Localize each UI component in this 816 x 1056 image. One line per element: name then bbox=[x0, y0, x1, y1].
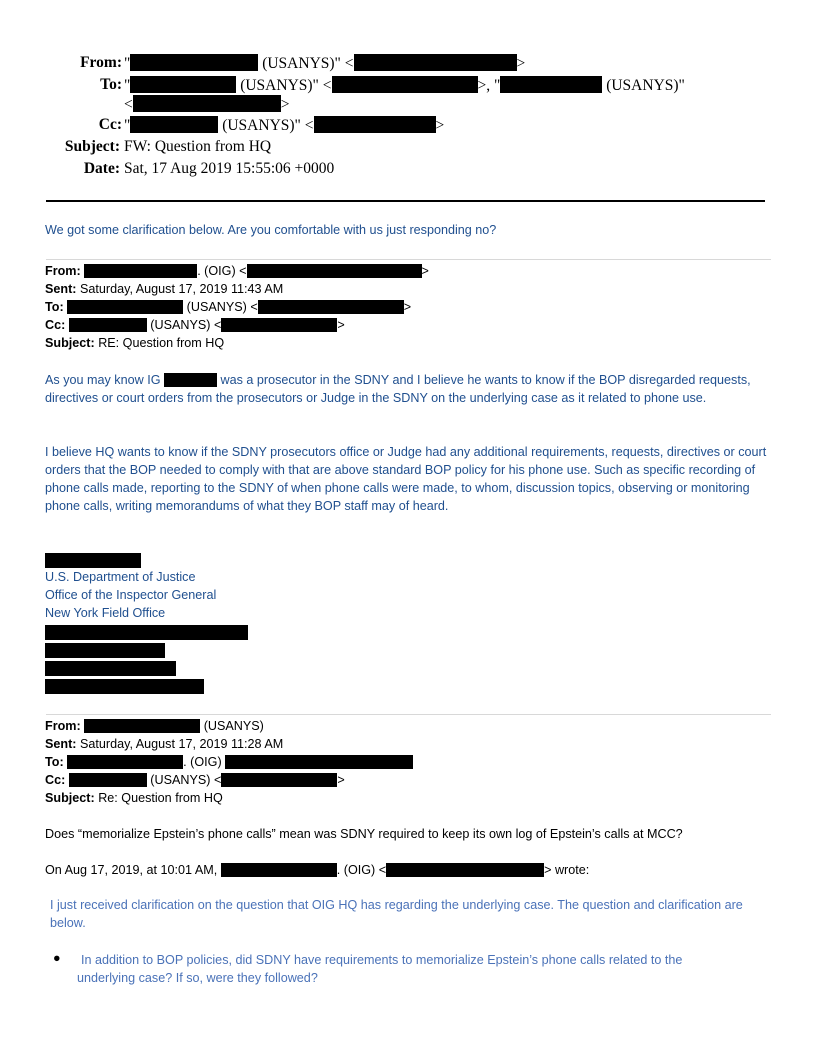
intro-text: We got some clarification below. Are you comfortable with us just responding no? bbox=[45, 223, 497, 237]
redaction-box bbox=[332, 76, 478, 93]
redaction-box bbox=[314, 116, 436, 133]
signature-office: Office of the Inspector General bbox=[45, 588, 217, 602]
from-value bbox=[124, 54, 525, 73]
redaction-box bbox=[386, 863, 544, 877]
redaction-box bbox=[133, 95, 281, 112]
redaction-box bbox=[225, 755, 413, 769]
cc-label: Cc: bbox=[98, 116, 122, 133]
from-quote: " bbox=[124, 55, 131, 72]
redaction-box bbox=[130, 116, 218, 133]
msg2-cc-row bbox=[45, 773, 345, 787]
quoted-bullet-item: In addition to BOP policies, did SDNY have requirements to memorialize Epstein’s phone calls related to the underlying case? If so, were they followed? bbox=[77, 953, 683, 985]
cc-end: > bbox=[435, 117, 445, 134]
redaction-box bbox=[258, 300, 404, 314]
to-org-2: (USANYS)" bbox=[606, 77, 685, 94]
redaction-box bbox=[84, 719, 200, 733]
signature-dept: U.S. Department of Justice bbox=[45, 570, 196, 584]
attribution-org: . (OIG) < bbox=[336, 863, 387, 877]
msg1-from-row bbox=[45, 264, 429, 278]
to-quote: " bbox=[124, 77, 131, 94]
redaction-box bbox=[45, 553, 141, 568]
redaction-box bbox=[69, 318, 147, 332]
cc-quote: " bbox=[124, 117, 131, 134]
msg1-subject-row bbox=[45, 336, 224, 350]
redaction-box bbox=[67, 300, 183, 314]
msg2-to-org: . (OIG) bbox=[183, 755, 222, 769]
redaction-box bbox=[45, 643, 165, 658]
msg1-cc-org: (USANYS) < bbox=[150, 318, 222, 332]
msg2-subject-value: Re: Question from HQ bbox=[98, 791, 223, 805]
redaction-box bbox=[247, 264, 422, 278]
msg1-from-org: . (OIG) < bbox=[197, 264, 247, 278]
redaction-box bbox=[45, 625, 248, 640]
message-divider bbox=[46, 259, 771, 260]
msg1-sent-label: Sent: bbox=[45, 282, 77, 296]
msg1-p1-rest: was a prosecutor in the SDNY and I believe he wants to know if the BOP disregarded requests, directives or court orders from the prosecutors or Judge in the SDNY on the underlying case as it related to phone use. bbox=[45, 373, 751, 405]
msg1-cc-end: > bbox=[337, 318, 345, 332]
msg1-cc-label: Cc: bbox=[45, 318, 66, 332]
redaction-box bbox=[500, 76, 602, 93]
redaction-box bbox=[354, 54, 517, 71]
redaction-box bbox=[130, 76, 236, 93]
date-value: Sat, 17 Aug 2019 15:55:06 +0000 bbox=[124, 160, 335, 177]
bullet-icon: ● bbox=[53, 951, 61, 965]
to-org-1: (USANYS)" < bbox=[240, 77, 332, 94]
msg1-from-end: > bbox=[421, 264, 429, 278]
msg1-from-label: From: bbox=[45, 264, 81, 278]
from-label: From: bbox=[80, 54, 122, 71]
msg2-subject-label: Subject: bbox=[45, 791, 95, 805]
redaction-box bbox=[221, 863, 337, 877]
redaction-box bbox=[130, 54, 258, 71]
message-divider bbox=[46, 714, 771, 715]
signature-field-office: New York Field Office bbox=[45, 606, 166, 620]
redaction-box bbox=[84, 264, 197, 278]
msg2-from-row bbox=[45, 719, 264, 733]
to-sep: >, " bbox=[477, 77, 501, 94]
msg1-to-end: > bbox=[403, 300, 412, 314]
msg2-from-org: (USANYS) bbox=[203, 719, 264, 733]
attribution-wrote: > wrote: bbox=[544, 863, 590, 877]
subject-label: Subject: bbox=[64, 138, 120, 155]
redaction-box bbox=[45, 661, 176, 676]
to-lt: < bbox=[124, 96, 133, 113]
to-value-2 bbox=[124, 95, 290, 114]
msg1-sent-row bbox=[45, 282, 283, 296]
msg2-subject-row bbox=[45, 791, 223, 805]
msg2-attribution bbox=[45, 863, 589, 877]
redaction-box bbox=[67, 755, 183, 769]
msg2-cc-label: Cc: bbox=[45, 773, 66, 787]
msg2-sent-label: Sent: bbox=[45, 737, 77, 751]
to-gt: > bbox=[280, 96, 290, 113]
from-end: > bbox=[516, 55, 526, 72]
cc-value bbox=[124, 116, 444, 135]
msg1-paragraph-1 bbox=[45, 371, 767, 407]
redaction-box bbox=[45, 679, 204, 694]
msg1-paragraph-2: I believe HQ wants to know if the SDNY prosecutors office or Judge had any additional requirements, requests, directives or court orders that the BOP needed to comply with that are above standard BOP policy for his phone use. Such as specific recording of phone calls made, reporting to the SDNY of when phone calls were made, to whom, discussion topics, observing or monitoring phone calls, writing memorandums of what they BOP staff may of heard. bbox=[45, 445, 767, 513]
msg2-body: Does “memorialize Epstein’s phone calls” mean was SDNY required to keep its own log of Epstein’s calls at MCC? bbox=[45, 827, 683, 841]
redaction-box bbox=[164, 373, 217, 387]
redaction-box bbox=[69, 773, 147, 787]
redaction-box bbox=[221, 773, 337, 787]
msg2-sent-value: Saturday, August 17, 2019 11:28 AM bbox=[79, 737, 284, 751]
msg1-subject-value: RE: Question from HQ bbox=[98, 336, 225, 350]
msg1-to-row bbox=[45, 300, 411, 314]
to-value bbox=[124, 76, 685, 95]
redaction-box bbox=[221, 318, 337, 332]
msg2-from-label: From: bbox=[45, 719, 81, 733]
attribution-date: On Aug 17, 2019, at 10:01 AM, bbox=[45, 863, 218, 877]
msg1-p1-start: As you may know IG bbox=[45, 373, 161, 387]
msg2-to-row bbox=[45, 755, 413, 769]
msg2-sent-row bbox=[45, 737, 283, 751]
msg1-cc-row bbox=[45, 318, 345, 332]
msg2-cc-org: (USANYS) < bbox=[150, 773, 222, 787]
date-label: Date: bbox=[83, 160, 120, 177]
cc-org: (USANYS)" < bbox=[222, 117, 314, 134]
msg1-to-org: (USANYS) < bbox=[186, 300, 258, 314]
to-label: To: bbox=[100, 76, 122, 93]
header-divider bbox=[46, 200, 765, 202]
subject-value: FW: Question from HQ bbox=[124, 138, 272, 155]
msg1-sent-value: Saturday, August 17, 2019 11:43 AM bbox=[79, 282, 284, 296]
quoted-paragraph: I just received clarification on the question that OIG HQ has regarding the underlying case. The question and clarification are below. bbox=[50, 898, 743, 930]
msg1-subject-label: Subject: bbox=[45, 336, 95, 350]
msg1-to-label: To: bbox=[45, 300, 64, 314]
msg2-to-label: To: bbox=[45, 755, 64, 769]
from-org: (USANYS)" < bbox=[262, 55, 354, 72]
msg2-cc-end: > bbox=[337, 773, 345, 787]
